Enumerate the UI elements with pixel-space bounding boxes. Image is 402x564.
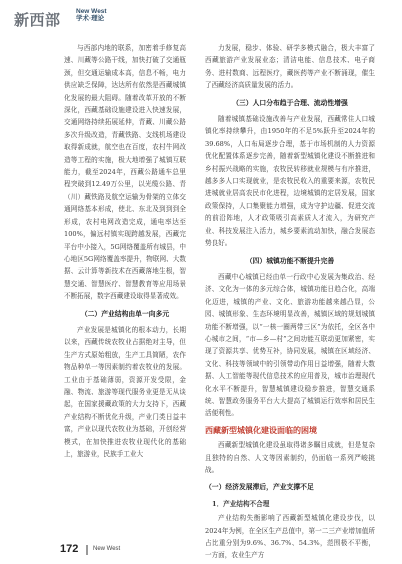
subheading: （四）城镇功能不断提升完善: [245, 256, 335, 265]
page-number: 172: [60, 543, 79, 555]
right-column: [205, 42, 375, 562]
sub-subheading: 1．产业结构不合理: [212, 499, 270, 508]
page-header: [0, 0, 402, 32]
paragraph: 西藏中心城镇已经由单一行政中心发展为集政治、经济、文化为一体的多元综合体，城镇功能日趋合化，高端化迈进，城镇的产业、文化、旅游功能越来越凸显，公园、城镇形象、生态环境明显改善，城镇区域的规划城镇功能不断增强，以“一核一圈两带三区”为依托，全区各中心城市之间，“市—乡—村”之间功能互联动更加紧密，实现了资源共享、优势互补，协同发展，城镇在区域经济、文化、科技等领域中的引领带动作用日益增强，随着大数据、人工智能等现代信息技术的应用普及，城市治理现代化水平不断提升，智慧城镇建设稳步推进，智慧交通系统、智慧政务服务平台大大提高了城镇运行效率和居民生活便利性。: [205, 272, 375, 418]
footer-journal-title: New West: [93, 546, 121, 552]
journal-english-name: New West: [76, 8, 107, 15]
page-footer: [0, 534, 402, 564]
paragraph: 西藏新型城镇化建设虽取得诸多瞩目成就，但是复杂且独特的自然、人文等因素制约，仍面临一系列严峻挑战。: [205, 441, 375, 474]
subheading: （一）经济发展滞后，产业支撑不足: [205, 483, 314, 492]
subheading: （二）产业结构由单一向多元: [80, 309, 170, 318]
paragraph: 与西部内地的联系，加密着手修复高速、川藏等公路干线，加快打破了交通瓶颈，但交通运输成本高，信息不畅，电力供应缺乏保障，达达所有依然是西藏城镇化发展的最大阻碍。随着改革开放的不断深化，西藏基础设施建设进入快速发展，交通网络持续拓展延伸，青藏、川藏公路多次升级改造，青藏铁路、支线机场建设取得新成就，航空也在百度，农村牛网改造等工程的实施，极大地增强了城镇互联能力，截至2024年，西藏公路通车总里程突破到12.49万公里，以光缆公路、青（川）藏铁路及航空运输为骨架的立体交通网络基本形成，使北、东北及到到到全形成，农村电网改造完成，通电率达至100%，偏远村镇实现跨越发展，西藏完平台中小接入，5G网络覆盖所有城县，中心地区5G网络覆盖率提升，物联网、大数据、云计算等新技术在西藏落地生根，智慧交通、智慧医疗、智慧教育等应用场景不断拓展，数字西藏建设取得显著成效。: [64, 44, 186, 301]
journal-logo: 新西部: [14, 11, 61, 29]
journal-section: 学术·理论: [76, 15, 105, 22]
paragraph: 力发展，稳步、体验、研学多模式融合，极大丰富了西藏旅游产业发展业态；清洁电能、信息技术、电子商务、进村数商、远程医疗，藏医药等产业不断涌现，催生了西藏经济高质量发展的活力。: [205, 44, 375, 90]
section-title: 西藏新型城镇化建设面临的困境: [205, 424, 317, 435]
left-column: [64, 42, 186, 460]
subheading: （三）人口分布趋于合理、流动性增强: [232, 98, 348, 107]
paragraph: 随着城镇基础设施改善与产业发展，西藏常住人口城镇化率持续攀升，由1950年的不足5%跃升至2024年的39.68%，人口布局逐步合理，基于市场机制的人力资源优化配置体系逐步完善，随着新型城镇化建设不断推进和乡村振兴战略的实施，农牧民转移就业规模与有序推进，越多多人口实现就业，是农牧民收入的重要来源，农牧民进城就业居高农民市化进程，边境城镇的定居发展，国家政策保持，人口集聚能力增强，成为守护边疆、促进交流的前沿阵地，人才政策吸引高素质人才流入，为研究产业、科技发展注入活力，城乡要素流动加快，融合发展态势良好。: [205, 115, 375, 248]
footer-divider: [86, 545, 88, 555]
paragraph: 产业结构失衡影响了西藏新型城镇化建设步伐，以2024年为例，在全区生产总值中，第一二三产业增加值所占比重分别为9.6%、36.7%、54.3%，范围极不平衡，一方面，农业生产方: [205, 514, 375, 560]
journal-subtitle: [76, 8, 107, 22]
paragraph: 产业发展是城镇化的根本动力，长期以来，西藏传统农牧业占据绝对主导，但生产方式原始粗放，生产工具简陋，农作物品种单一等因素制约着农牧业的发展。工业由于基础薄弱，资源开发受限，金融、物流、旅游等现代服务业更是无从谈起，在国家援藏政策的大力支持下，西藏产业结构不断优化升级，产业门类日益丰富，产业以现代农牧业为基础，开创经营模式，在加快推进农牧业现代化的基础上，旅游业，民族手工业大: [64, 325, 186, 458]
